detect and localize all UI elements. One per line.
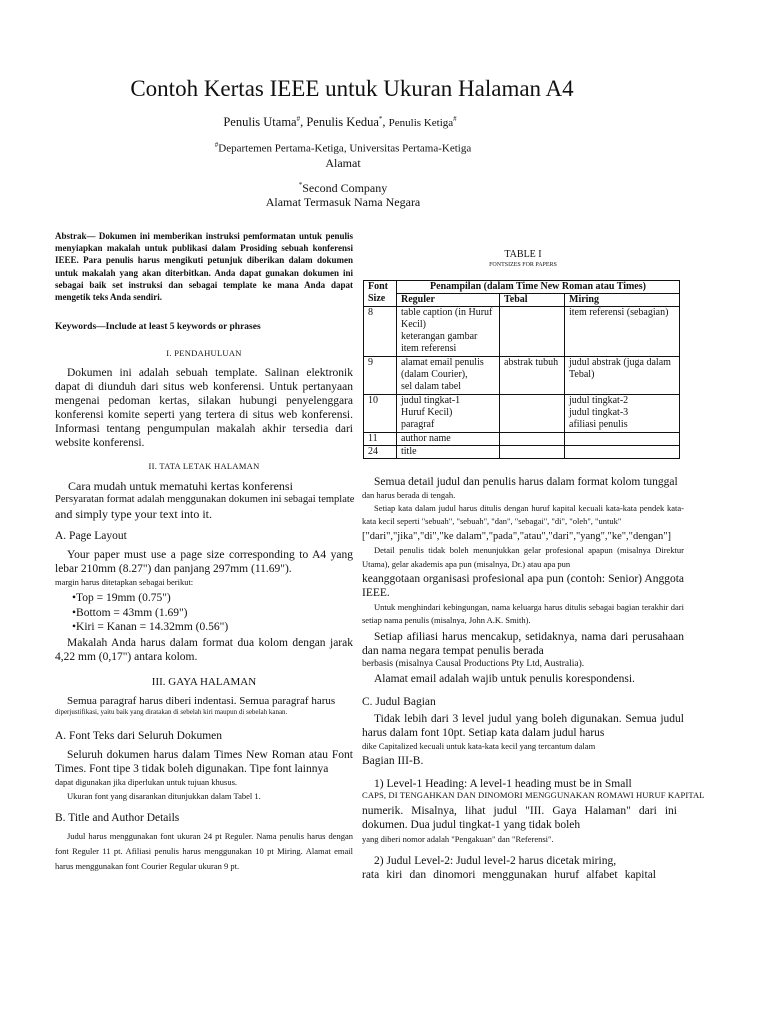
author-name: Penulis Ketiga: [388, 117, 454, 130]
table-cell: 24: [364, 446, 397, 459]
subsection-body-page-layout: Your paper must use a page size corresponding to A4 yang lebar 210mm (8.27") dan panjang 297mm (11.69").: [55, 549, 353, 575]
table-cell: title: [397, 446, 500, 459]
keywords: Keywords—Include at least 5 keywords or phrases: [55, 322, 261, 332]
subsection-heading-page-layout: A. Page Layout: [55, 530, 127, 542]
margin-item: •Kiri = Kanan = 14.32mm (0.56"): [72, 621, 229, 633]
body-line: Cara mudah untuk mematuhi kertas konferensi: [68, 479, 293, 493]
body-line: ["dari","jika","di","ke dalam","pada","atau","dari","yang","ke","dengan"]: [362, 531, 672, 542]
table-cell: [500, 446, 565, 459]
section-heading-pendahuluan: I. PENDAHULUAN: [166, 348, 242, 358]
two-column-note: Makalah Anda harus dalam format dua kolom dengan jarak 4,22 mm (0,17") antara kolom.: [55, 637, 353, 663]
subsection-body-title: Judul harus menggunakan font ukuran 24 pt Reguler. Nama penulis harus dengan font Reguler 11 pt. Afiliasi penulis harus menggunakan 10 pt Miring. Alamat email harus menggunakan font Courier Regular ukuran 9 pt.: [55, 831, 353, 871]
author-mark: #: [453, 115, 457, 123]
subsection-body-font: Seluruh dokumen harus dalam Times New Roman atau Font Times. Font tipe 3 tidak boleh digunakan. Tipe font lainnya: [55, 749, 353, 775]
affiliation-mark: #: [214, 141, 219, 149]
subsection-note-font: dapat digunakan jika diperlukan untuk tujuan khusus.: [55, 777, 238, 787]
affiliation-mark: *: [298, 181, 303, 189]
section-body-tata-letak: [55, 479, 353, 521]
body-paragraph: Tidak lebih dari 3 level judul yang boleh digunakan. Semua judul harus dalam font 10pt. Setiap kata dalam judul harus: [362, 713, 684, 739]
body-note: Untuk menghindari kebingungan, nama keluarga harus ditulis sebagai bagian terakhir dari setiap nama penulis (misalnya, John A.K. Smith).: [362, 602, 684, 625]
table-cell: [500, 395, 565, 433]
table-cell: 10: [364, 395, 397, 433]
table-row: [364, 307, 680, 357]
table-reference: Ukuran font yang disarankan ditunjukkan dalam Tabel 1.: [67, 791, 261, 801]
font-size-table: [363, 280, 680, 459]
author-separator: ,: [382, 115, 389, 130]
table-row: [364, 357, 680, 395]
paper-title: Contoh Kertas IEEE untuk Ukuran Halaman A4: [130, 76, 574, 101]
table-caption: FONTSIZES FOR PAPERS: [489, 262, 557, 268]
table-cell: [565, 433, 680, 446]
table-row: [364, 395, 680, 433]
table-cell: judul tingkat-2 judul tingkat-3 afiliasi penulis: [565, 395, 680, 433]
margin-note: margin harus ditetapkan sebagai berikut:: [55, 577, 194, 587]
affiliation-line: Second Company: [302, 181, 388, 195]
table-cell: item referensi (sebagian): [565, 307, 680, 357]
affiliation-2: [0, 178, 686, 209]
body-note: dike Capitalized kecuali untuk kata-kata kecil yang tercantum dalam: [362, 741, 596, 751]
body-note: Detail penulis tidak boleh menunjukkan gelar profesional apapun (misalnya Direktur Utama), gelar akademis apa pun (misalnya, Dr.) atau apa pun: [362, 545, 684, 569]
affiliation-address: Alamat Termasuk Nama Negara: [265, 195, 421, 209]
section-heading-tata-letak: II. TATA LETAK HALAMAN: [148, 461, 260, 471]
affiliation-address: Alamat: [325, 155, 361, 170]
section-body-gaya: Semua paragraf harus diberi indentasi. Semua paragraf harus: [67, 695, 336, 707]
table-cell: [565, 446, 680, 459]
body-line: Bagian III-B.: [362, 755, 424, 767]
table-cell: judul abstrak (juga dalam Tebal): [565, 357, 680, 395]
body-line: Persyaratan format adalah menggunakan dokumen ini sebagai template: [55, 494, 355, 505]
affiliation-1: [0, 138, 686, 170]
margin-item: •Top = 19mm (0.75"): [72, 592, 171, 604]
table-cell: table caption (in Huruf Kecil) keterangan gambar item referensi: [397, 307, 500, 357]
author-mark: *: [378, 115, 383, 123]
abstract: Abstrak— Dokumen ini memberikan instruksi pemformatan untuk penulis menyiapkan makalah untuk publikasi dalam Prosiding sebuah konferensi IEEE. Para penulis harus mengikuti petunjuk diberikan dalam dokumen untuk makalah yang akan diterbitkan. Anda dapat gunakan dokumen ini sebagai baik set instruksi dan sebagai template ke mana Anda dapat mengetik teks Anda sendiri.: [55, 231, 353, 303]
body-note: Setiap kata dalam judul harus ditulis dengan huruf kapital kecuali kata-kata pendek kata-kata kecil seperti "sebuah", "sebuah", "dan", "sebagai", "di", "oleh", "untuk": [362, 503, 684, 526]
author-mark: #: [296, 115, 301, 123]
table-cell: judul tingkat-1 Huruf Kecil) paragraf: [397, 395, 500, 433]
table-header-regular: Reguler: [397, 294, 500, 307]
body-paragraph: Alamat email adalah wajib untuk penulis korespondensi.: [374, 673, 635, 685]
subsection-heading-font: A. Font Teks dari Seluruh Dokumen: [55, 730, 222, 742]
body-line: rata kiri dan dinomori menggunakan huruf alfabet kapital: [362, 869, 656, 881]
table-header-font-size: Font Size: [364, 281, 397, 307]
table-cell: alamat email penulis (dalam Courier), sel dalam tabel: [397, 357, 500, 395]
subsection-heading-title: B. Title and Author Details: [55, 812, 180, 824]
table-cell: 11: [364, 433, 397, 446]
table-row: [364, 433, 680, 446]
body-line: 1) Level-1 Heading: A level-1 heading must be in Small: [374, 778, 632, 790]
table-row: [364, 446, 680, 459]
author-name: Penulis Kedua: [306, 115, 379, 130]
affiliation-line: Departemen Pertama-Ketiga, Universitas Pertama-Ketiga: [218, 142, 472, 155]
table-cell: [500, 433, 565, 446]
table-cell: 8: [364, 307, 397, 357]
body-note: CAPS, DI TENGAHKAN DAN DINOMORI MENGGUNAKAN ROMAWI HURUF KAPITAL: [362, 790, 705, 800]
body-note: yang diberi nomor adalah "Pengakuan" dan "Referensi".: [362, 834, 554, 844]
margin-list: [55, 591, 353, 635]
body-paragraph: keanggotaan organisasi profesional apa pun (contoh: Senior) Anggota IEEE.: [362, 573, 684, 599]
body-line: Semua detail judul dan penulis harus dalam format kolom tunggal: [374, 476, 678, 488]
section-body-pendahuluan: Dokumen ini adalah sebuah template. Salinan elektronik dapat di diunduh dari situs web konferensi. Untuk pertanyaan mengenai pedoman kertas, silakan hubungi penyelenggara konferensi komite seperti yang tertera di situs web konferensi. Informasi tentang pengumpulan makalah akhir tersedia dari website konferensi.: [55, 367, 353, 449]
table-cell: abstrak tubuh: [500, 357, 565, 395]
table-cell: 9: [364, 357, 397, 395]
body-paragraph: numerik. Misalnya, lihat judul "III. Gaya Halaman" dari ini dokumen. Dua judul tingkat-1 yang tidak boleh: [362, 805, 677, 831]
author-line: [0, 115, 680, 130]
table-header-group: Penampilan (dalam Time New Roman atau Times): [397, 281, 680, 294]
margin-item: •Bottom = 43mm (1.69"): [72, 606, 188, 619]
section-note-gaya: diperjustifikasi, yaitu baik yang diratakan di sebelah kiri maupun di sebelah kanan.: [55, 708, 288, 716]
body-note: berbasis (misalnya Causal Productions Pty Ltd, Australia).: [362, 659, 585, 669]
section-heading-gaya: III. GAYA HALAMAN: [151, 676, 257, 688]
author-separator: ,: [300, 115, 307, 130]
body-note: dan harus berada di tengah.: [362, 490, 456, 500]
table-cell: author name: [397, 433, 500, 446]
body-line: 2) Judul Level-2: Judul level-2 harus dicetak miring,: [374, 855, 617, 867]
table-header-bold: Tebal: [500, 294, 565, 307]
table-cell: [500, 307, 565, 357]
author-name: Penulis Utama: [223, 115, 297, 130]
table-label: TABLE I: [504, 249, 542, 260]
body-paragraph: Setiap afiliasi harus mencakup, setidaknya, nama dari perusahaan dan nama negara tempat penulis berada: [362, 631, 684, 657]
subsection-heading-judul-bagian: C. Judul Bagian: [362, 696, 436, 708]
table-header-italic: Miring: [565, 294, 680, 307]
body-line: and simply type your text into it.: [55, 507, 212, 521]
